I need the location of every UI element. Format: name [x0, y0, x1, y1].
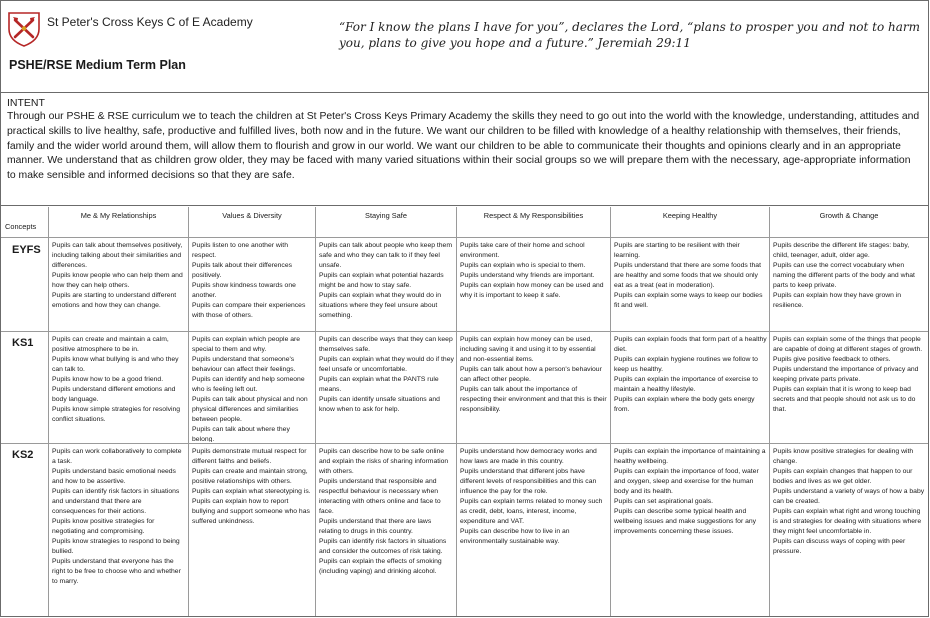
column-header-safety: Staying Safe: [365, 211, 407, 220]
table-cell: [460, 241, 608, 330]
cell-statement: Pupils know how to be a good friend.: [52, 376, 164, 383]
table-cell: [52, 335, 186, 442]
cell-statement: Pupils can explain changes that happen to our bodies and lives as we get older.: [773, 468, 913, 485]
cell-statement: Pupils can explain the importance of food, water and oxygen, sleep and exercise for the human body and its health.: [614, 468, 759, 495]
cell-statement: Pupils can work collaboratively to complete a task.: [52, 448, 182, 465]
cell-statement: Pupils can explain some ways to keep our bodies fit and well.: [614, 292, 763, 309]
cell-statement: Pupils can identify risk factors in situations and consider the outcomes of risk taking.: [319, 538, 447, 555]
cell-statement: Pupils can explain what they would do if they feel unsafe or uncomfortable.: [319, 356, 454, 373]
column-header-respect: Respect & My Responsibilities: [483, 211, 584, 220]
table-cell: [192, 241, 313, 330]
cell-statement: Pupils can explain some of the things that people are capable of doing at different stages of growth.: [773, 336, 923, 353]
cell-statement: Pupils give positive feedback to others.: [773, 356, 891, 363]
cell-statement: Pupils know what bullying is and who they can talk to.: [52, 356, 179, 373]
row-label-ks1: KS1: [12, 337, 34, 349]
cell-statement: Pupils can discuss ways of coping with peer pressure.: [773, 538, 906, 555]
table-cell: [614, 335, 767, 442]
cell-statement: Pupils can compare their experiences with those of others.: [192, 302, 306, 319]
cell-statement: Pupils can explain what right and wrong touching is and strategies for dealing with situations where they might feel uncomfortable in.: [773, 508, 922, 535]
cell-statement: Pupils can explain terms related to money such as credit, debt, loans, interest, income, expenditure and VAT.: [460, 498, 603, 525]
cell-statement: Pupils know simple strategies for resolving conflict situations.: [52, 406, 181, 423]
row-label-ks2: KS2: [12, 449, 34, 461]
school-crest-icon: [7, 11, 41, 47]
cell-statement: Pupils can explain how they have grown in resilience.: [773, 292, 902, 309]
cell-statement: Pupils can identify and help someone who is feeling left out.: [192, 376, 305, 393]
cell-statement: Pupils can use the correct vocabulary when naming the different parts of the body and what parts to keep private.: [773, 262, 915, 289]
cell-statement: Pupils describe the different life stages: baby, child, teenager, adult, older age.: [773, 242, 910, 259]
table-cell: [319, 335, 454, 442]
cell-statement: Pupils can describe how to be safe online and explain the risks of sharing information with others.: [319, 448, 449, 475]
table-divider: [1, 237, 928, 238]
cell-statement: Pupils can talk about the importance of respecting their environment and that this is their responsibility.: [460, 386, 607, 413]
table-divider: [48, 207, 49, 616]
cell-statement: Pupils listen to one another with respect.: [192, 242, 288, 259]
cell-statement: Pupils understand how democracy works and how laws are made in this country.: [460, 448, 597, 465]
cell-statement: Pupils understand that everyone has the right to be free to choose who and whether to marry.: [52, 558, 181, 585]
cell-statement: Pupils can explain what potential hazards might be and how to stay safe.: [319, 272, 444, 289]
cell-statement: Pupils are starting to understand different emotions and how they can change.: [52, 292, 177, 309]
cell-statement: Pupils understand that there are laws relating to drugs in this country.: [319, 518, 432, 535]
cell-statement: Pupils can explain hygiene routines we follow to keep us healthy.: [614, 356, 758, 373]
table-divider: [1, 443, 928, 444]
intent-section: [1, 94, 928, 206]
table-cell: [52, 447, 186, 615]
intent-text: Through our PSHE & RSE curriculum we to teach the children at St Peter's Cross Keys Primary Academy the skills they need to go out into the world with the knowledge, understanding, attitudes and practical skills to live healthy, safe, productive and fulfilled lives, both now and in the future. We want our children to be filled with knowledge of a healthy relationship with themselves, their friends, family and the wider world around them, will allow them to flourish and grow in our world. We want our children to be able to communicate their thoughts and opinions clearly and in an appropriate manner. We understand that as children grow older, they may be faced with many varied situations within their social groups so we will prepare them with the necessary, age-appropriate information to make sensible and informed decisions so that they are safe.: [7, 111, 920, 182]
table-cell: [773, 241, 926, 330]
column-header-health: Keeping Healthy: [662, 211, 718, 220]
school-name: St Peter's Cross Keys C of E Academy: [47, 15, 253, 29]
cell-statement: Pupils know positive strategies for dealing with change.: [773, 448, 914, 465]
cell-statement: Pupils can explain what stereotyping is.: [192, 488, 311, 495]
cell-statement: Pupils understand that different jobs have different levels of responsibilities and this can influence the pay for the role.: [460, 468, 597, 495]
cell-statement: Pupils are starting to be resilient with their learning.: [614, 242, 740, 259]
cell-statement: Pupils understand that there are some foods that are healthy and some foods that we should only eat as a treat (eat in moderation).: [614, 262, 761, 289]
table-cell: [192, 447, 313, 615]
concepts-label: Concepts: [5, 222, 37, 231]
cell-statement: Pupils show kindness towards one another.: [192, 282, 296, 299]
table-divider: [456, 207, 457, 616]
cell-statement: Pupils can explain the effects of smoking (including vaping) and drinking alcohol.: [319, 558, 442, 575]
cell-statement: Pupils can talk about physical and non physical differences and similarities between people.: [192, 396, 308, 423]
table-divider: [188, 207, 189, 616]
table-cell: [319, 447, 454, 615]
cell-statement: Pupils can explain that it is wrong to keep bad secrets and that people should not ask us to do that.: [773, 386, 916, 413]
cell-statement: Pupils can identify risk factors in situations and understand that there are consequences for their actions.: [52, 488, 180, 515]
cell-statement: Pupils understand a variety of ways of how a baby can be created.: [773, 488, 925, 505]
cell-statement: Pupils talk about their differences positively.: [192, 262, 292, 279]
table-divider: [315, 207, 316, 616]
cell-statement: Pupils can set aspirational goals.: [614, 498, 713, 505]
cell-statement: Pupils can talk about how a person's behaviour can affect other people.: [460, 366, 602, 383]
intent-heading: INTENT: [7, 97, 45, 109]
cell-statement: Pupils understand why friends are important.: [460, 272, 595, 279]
cell-statement: Pupils can explain which people are special to them and why.: [192, 336, 301, 353]
cell-statement: Pupils can explain how to report bullying and support someone who has suffered unkindness.: [192, 498, 310, 525]
cell-statement: Pupils demonstrate mutual respect for different faiths and beliefs.: [192, 448, 307, 465]
cell-statement: Pupils can create and maintain strong, positive relationships with others.: [192, 468, 308, 485]
cell-statement: Pupils can describe ways that they can keep themselves safe.: [319, 336, 453, 353]
column-header-relationships: Me & My Relationships: [80, 211, 157, 220]
cell-statement: Pupils understand that responsible and respectful behaviour is necessary when interacting with others online and face to face.: [319, 478, 441, 515]
column-header-growth: Growth & Change: [819, 211, 879, 220]
cell-statement: Pupils can describe some typical health and wellbeing issues and make suggestions for any improvements concerning these issues.: [614, 508, 757, 535]
table-cell: [52, 241, 186, 330]
cell-statement: Pupils take care of their home and school environment.: [460, 242, 585, 259]
table-cell: [773, 335, 926, 442]
cell-statement: Pupils understand that someone's behaviour can affect their feelings.: [192, 356, 296, 373]
cell-statement: Pupils can explain where the body gets energy from.: [614, 396, 755, 413]
row-label-eyfs: EYFS: [12, 244, 41, 256]
cell-statement: Pupils can explain what they would do in situations where they feel unsure about something.: [319, 292, 442, 319]
cell-statement: Pupils know strategies to respond to being bullied.: [52, 538, 180, 555]
column-header-values: Values & Diversity: [222, 211, 282, 220]
cell-statement: Pupils understand different emotions and body language.: [52, 386, 176, 403]
cell-statement: Pupils can explain how money can be used, including saving it and using it to by essential and non-essential items.: [460, 336, 596, 363]
table-cell: [319, 241, 454, 330]
cell-statement: Pupils can describe how to live in an environmentally sustainable way.: [460, 528, 570, 545]
cell-statement: Pupils can explain the importance of exercise to maintain a healthy lifestyle.: [614, 376, 758, 393]
cell-statement: Pupils can explain how money can be used and why it is important to keep it safe.: [460, 282, 604, 299]
table-cell: [460, 335, 608, 442]
cell-statement: Pupils can explain foods that form part of a healthy diet.: [614, 336, 767, 353]
cell-statement: Pupils can explain who is special to them.: [460, 262, 586, 269]
cell-statement: Pupils can create and maintain a calm, positive atmosphere to be in.: [52, 336, 169, 353]
cell-statement: Pupils know people who can help them and how they can help others.: [52, 272, 183, 289]
cell-statement: Pupils can explain what the PANTS rule means.: [319, 376, 439, 393]
cell-statement: Pupils understand the importance of privacy and keeping private parts private.: [773, 366, 919, 383]
table-divider: [610, 207, 611, 616]
cell-statement: Pupils can talk about themselves positively, including talking about their similarities and differences.: [52, 242, 183, 269]
document-header: [1, 1, 928, 93]
cell-statement: Pupils can talk about people who keep them safe and who they can talk to if they feel unsafe.: [319, 242, 453, 269]
plan-title: PSHE/RSE Medium Term Plan: [9, 58, 186, 72]
table-cell: [614, 447, 767, 615]
cell-statement: Pupils know positive strategies for negotiating and compromising.: [52, 518, 155, 535]
scripture-quote: “For I know the plans I have for you”, declares the Lord, “plans to prosper you and not to harm you, plans to give you hope and a future.” Jeremiah 29:11: [339, 20, 921, 50]
table-cell: [192, 335, 313, 442]
cell-statement: Pupils can identify unsafe situations and know when to ask for help.: [319, 396, 440, 413]
cell-statement: Pupils understand basic emotional needs and how to be assertive.: [52, 468, 176, 485]
cell-statement: Pupils can explain the importance of maintaining a healthy wellbeing.: [614, 448, 766, 465]
curriculum-table: [1, 207, 928, 616]
cell-statement: Pupils can talk about where they belong.: [192, 426, 290, 442]
table-divider: [1, 331, 928, 332]
table-cell: [614, 241, 767, 330]
table-cell: [460, 447, 608, 615]
table-divider: [769, 207, 770, 616]
table-cell: [773, 447, 926, 615]
